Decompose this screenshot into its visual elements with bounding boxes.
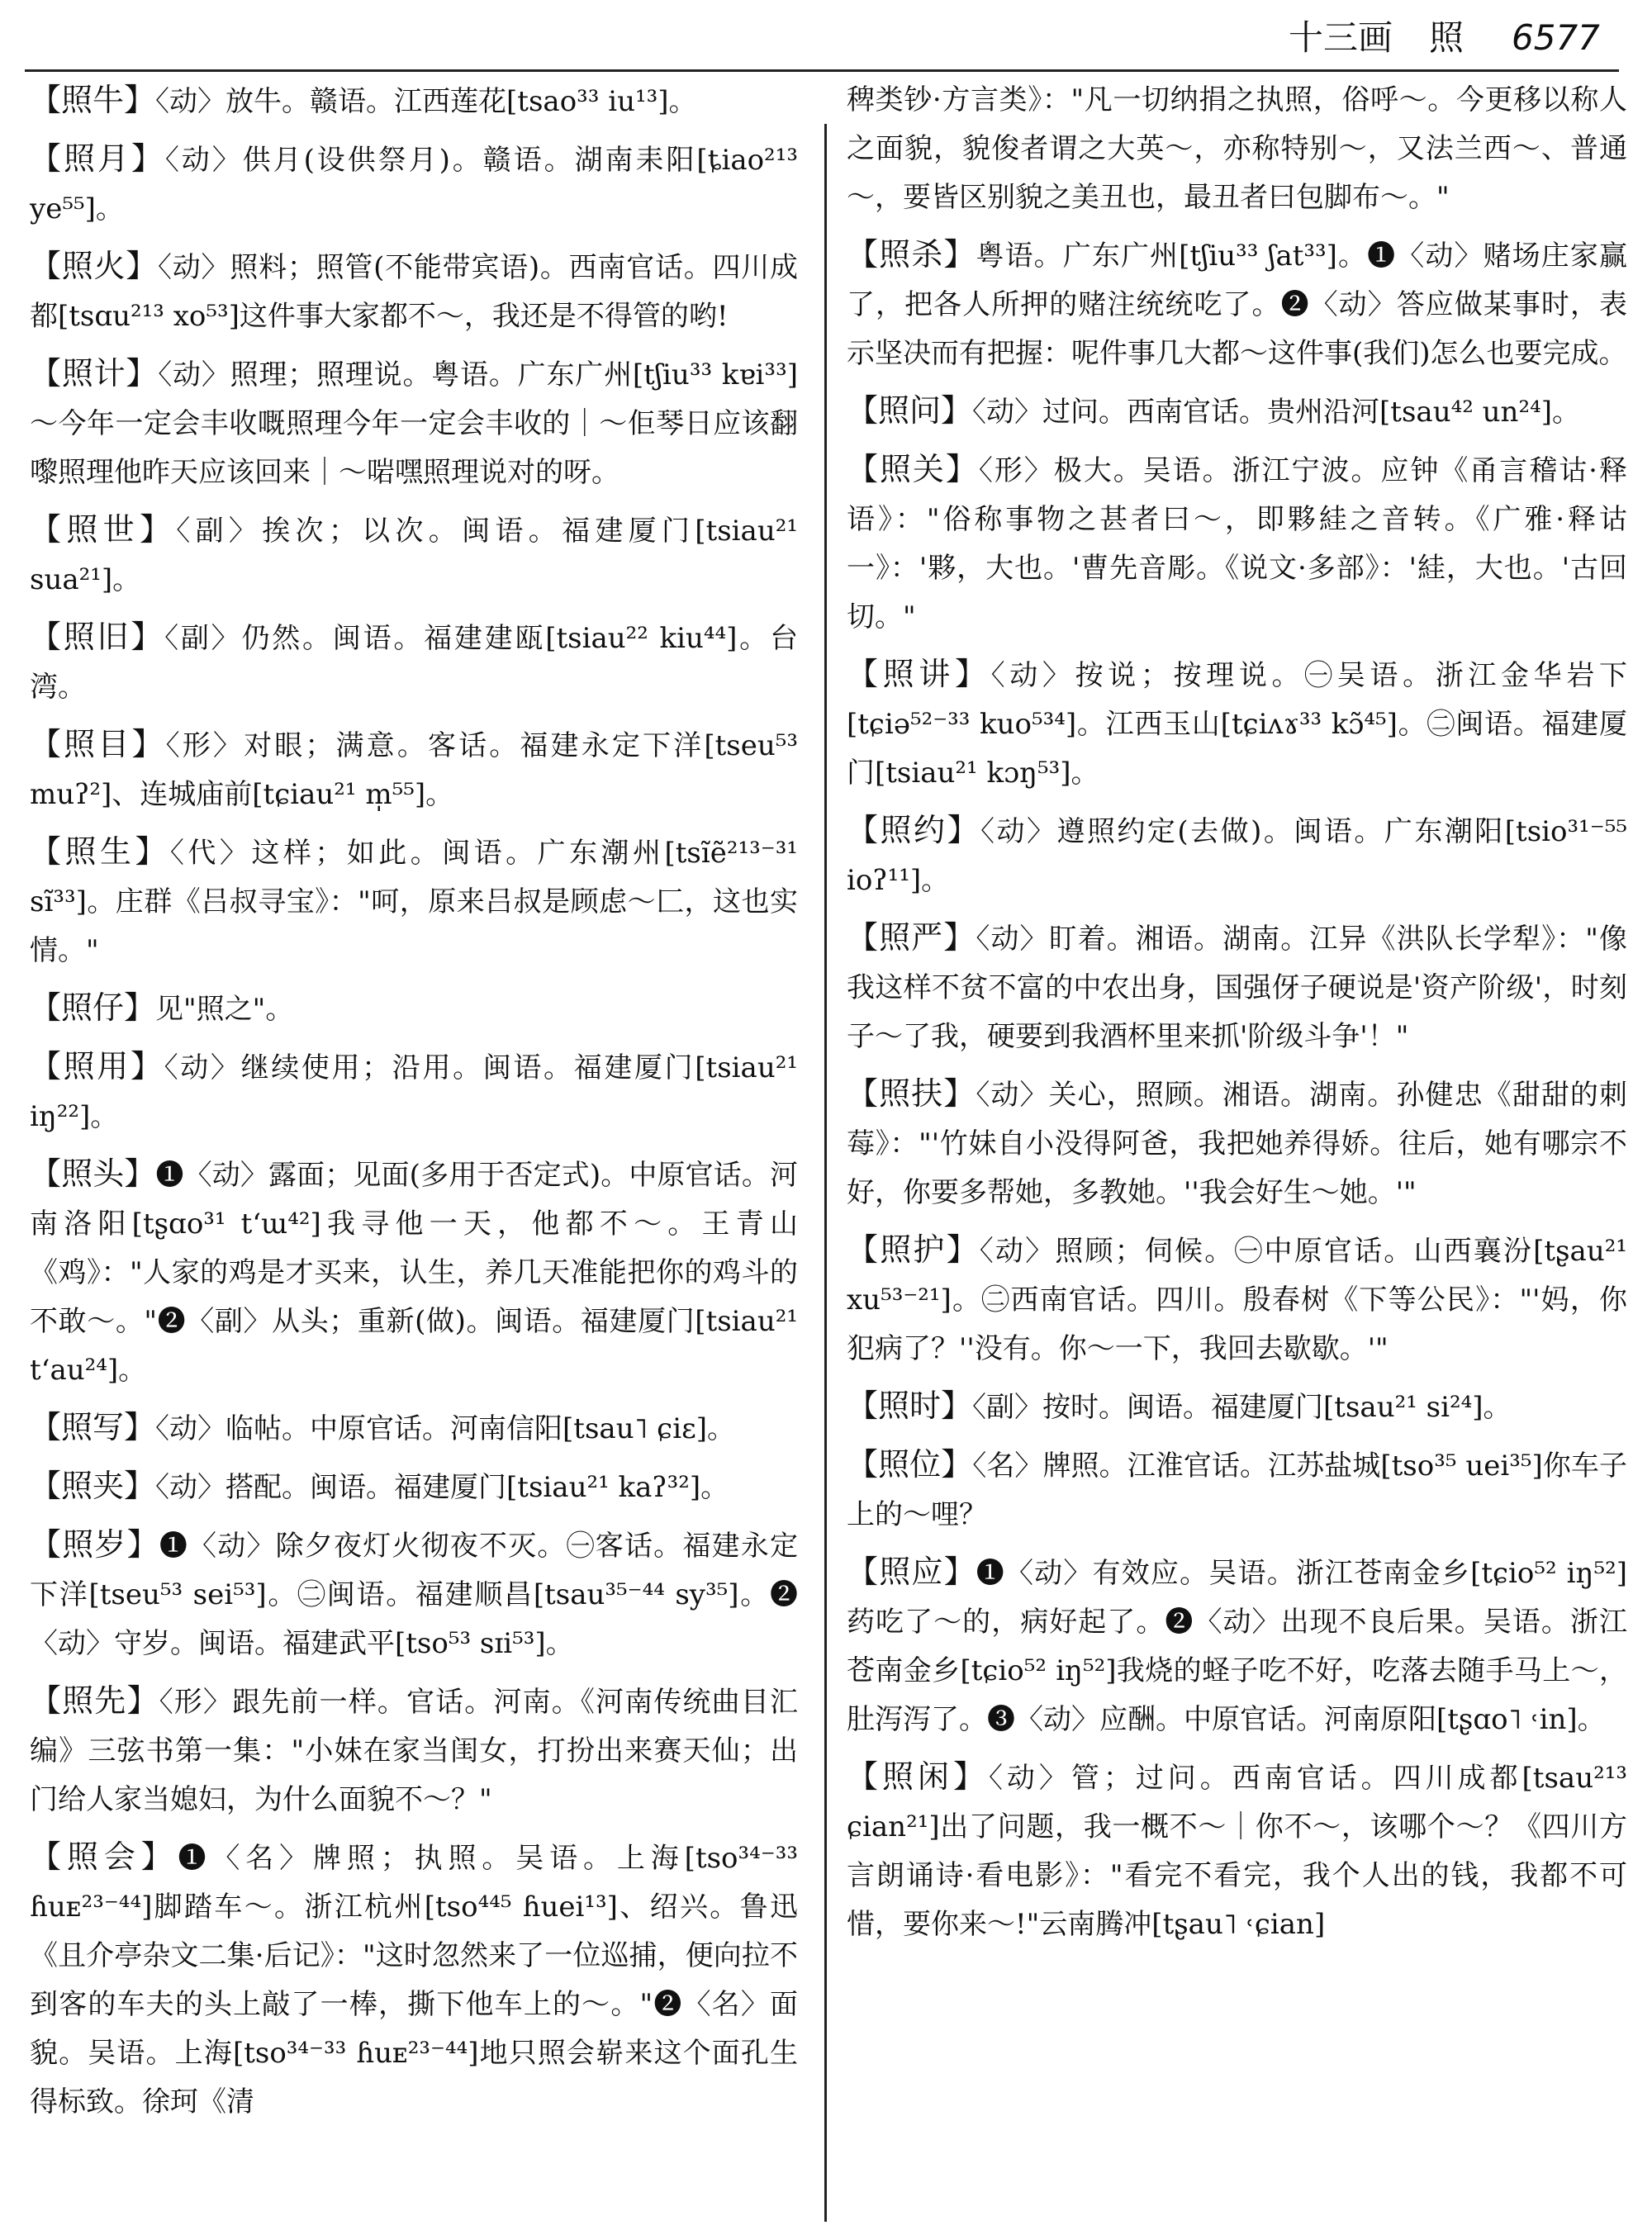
entry-definition: 〈副〉按时。闽语。福建厦门[tsau²¹ si²⁴]。 xyxy=(972,1391,1512,1424)
left-column xyxy=(30,76,798,2135)
dictionary-entry xyxy=(30,1403,798,1454)
entry-headword: 【照闲】 xyxy=(847,1758,989,1795)
dictionary-entry xyxy=(847,1440,1627,1540)
entry-definition: 〈副〉仍然。闽语。福建建瓯[tsiau²² kiu⁴⁴]。台湾。 xyxy=(30,622,798,704)
dictionary-entry xyxy=(847,387,1627,437)
dictionary-entry xyxy=(847,230,1627,378)
dictionary-entry xyxy=(847,445,1627,642)
entry-headword: 【照扶】 xyxy=(847,1075,976,1112)
dictionary-entry xyxy=(847,806,1627,905)
entry-headword: 【照关】 xyxy=(847,451,979,487)
dictionary-entry xyxy=(847,1382,1627,1432)
entry-definition: ❶〈动〉露面；见面(多用于否定式)。中原官话。河南洛阳[tʂɑo³¹ tʻɯ⁴²]我寻他一天，他都不～。王青山《鸡》："人家的鸡是才买来，认生，养几天准能把你的鸡斗的不敢～。"❷〈副〉从头；重新(做)。闽语。福建厦门[tsiau²¹ tʻau²⁴]。 xyxy=(30,1159,798,1387)
entry-definition: 〈动〉盯着。湘语。湖南。江异《洪队长学犁》："像我这样不贫不富的中农出身，国强伢子硬说是'资产阶级'，时刻子～了我，硬要到我酒杯里来抓'阶级斗争'！" xyxy=(847,923,1627,1053)
dictionary-entry xyxy=(30,1462,798,1512)
dictionary-entry xyxy=(847,650,1627,798)
entry-headword: 【照应】 xyxy=(847,1554,976,1590)
dictionary-entry xyxy=(847,1070,1627,1217)
header-rule xyxy=(25,69,1619,72)
entry-definition: 〈动〉继续使用；沿用。闽语。福建厦门[tsiau²¹ iŋ²²]。 xyxy=(30,1051,798,1133)
page-number: 6577 xyxy=(1512,17,1600,58)
header-section: 十三画 xyxy=(1289,17,1393,58)
entry-headword: 【照头】 xyxy=(30,1155,156,1192)
entry-headword: 【照约】 xyxy=(847,812,980,848)
entry-definition: ❶〈名〉牌照；执照。吴语。上海[tso³⁴⁻³³ ɦuᴇ²³⁻⁴⁴]脚踏车～。浙江杭州[tso⁴⁴⁵ ɦuei¹³]、绍兴。鲁迅《且介亭杂文二集·后记》："这时忽然来了一位巡捕，便向拉不到客的车夫的头上敲了一棒，撕下他车上的～。"❷〈名〉面貌。吴语。上海[tso³⁴⁻³³ ɦuᴇ²³⁻⁴⁴]地只照会崭来这个面孔生得标致。徐珂《清 xyxy=(30,1842,798,2118)
dictionary-entry xyxy=(30,242,798,341)
entry-definition: 〈代〉这样；如此。闽语。广东潮州[tsĩẽ²¹³⁻³¹ sĩ³³]。庄群《吕叔寻宝》："呵，原来吕叔是顾虑～匚，这也实情。" xyxy=(30,837,798,967)
dictionary-entry xyxy=(30,1150,798,1395)
entry-definition: 〈动〉照料；照管(不能带宾语)。西南官话。四川成都[tsɑu²¹³ xo⁵³]这件事大家都不～，我还是不得管的哟! xyxy=(30,251,798,333)
entry-definition: 〈形〉跟先前一样。官话。河南。《河南传统曲目汇编》三弦书第一集："小妹在家当闺女，打扮出来赛天仙；出门给人家当媳妇，为什么面貌不～？" xyxy=(30,1686,798,1816)
entry-headword: 【照旧】 xyxy=(30,619,165,655)
entry-definition: 稗类钞·方言类》："凡一切纳捐之执照，俗呼～。今更移以称人之面貌，貌俊者谓之大英～，亦称特别～，又法兰西～、普通～，要皆区别貌之美丑也，最丑者曰包脚布～。" xyxy=(847,83,1627,214)
entry-definition: 〈动〉放牛。赣语。江西莲花[tsao³³ iu¹³]。 xyxy=(155,85,697,118)
entry-headword: 【照问】 xyxy=(847,392,973,429)
entry-headword: 【照写】 xyxy=(30,1409,156,1445)
entry-headword: 【照计】 xyxy=(30,355,159,391)
entry-definition: 〈动〉供月(设供祭月)。赣语。湖南耒阳[ȶiao²¹³ ye⁵⁵]。 xyxy=(30,144,798,225)
entry-definition: 〈动〉关心，照顾。湘语。湖南。孙健忠《甜甜的刺莓》："'竹妹自小没得阿爸，我把她养得娇。往后，她有哪宗不好，你要多帮她，多教她。''我会好生～她。'" xyxy=(847,1079,1627,1209)
entry-definition: 〈动〉临帖。中原官话。河南信阳[tsau˥ ɕiɛ]。 xyxy=(155,1412,735,1445)
entry-definition: ❶〈动〉有效应。吴语。浙江苍南金乡[tɕio⁵² iŋ⁵²]药吃了～的，病好起了。❷〈动〉出现不良后果。吴语。浙江苍南金乡[tɕio⁵² iŋ⁵²]我烧的蛏子吃不好，吃落去随手马上～，肚泻泻了。❸〈动〉应酬。中原官话。河南原阳[tʂɑo˥ ˓in]。 xyxy=(847,1557,1627,1736)
entry-definition: ❶〈动〉除夕夜灯火彻夜不灭。㊀客话。福建永定下洋[tseu⁵³ sei⁵³]。㊁闽语。福建顺昌[tsau³⁵⁻⁴⁴ sy³⁵]。❷〈动〉守岁。闽语。福建武平[tso⁵³ sɪi⁵³]。 xyxy=(30,1530,798,1660)
dictionary-entry xyxy=(30,613,798,712)
dictionary-entry xyxy=(847,1548,1627,1744)
entry-headword: 【照会】 xyxy=(30,1839,178,1875)
dictionary-entry xyxy=(30,1521,798,1668)
entry-definition: 〈动〉遵照约定(去做)。闽语。广东潮阳[tsio³¹⁻⁵⁵ ioʔ¹¹]。 xyxy=(847,815,1627,897)
column-divider xyxy=(824,124,827,2222)
dictionary-entry xyxy=(847,76,1627,222)
entry-headword: 【照用】 xyxy=(30,1048,164,1084)
entry-headword: 【照时】 xyxy=(847,1388,973,1424)
entry-definition: 〈动〉照顾；伺候。㊀中原官话。山西襄汾[tʂau²¹ xu⁵³⁻²¹]。㊁西南官话。四川。殷春树《下等公民》："'妈，你犯病了？''没有。你～一下，我回去歇歇。'" xyxy=(847,1235,1627,1365)
entry-definition: 〈动〉照理；照理说。粤语。广东广州[tʃiu³³ kɐi³³]～今年一定会丰收嘅照理今年一定会丰收的｜～佢琴日应该翻嚟照理他昨天应该回来｜～啱嘿照理说对的呀。 xyxy=(30,358,798,489)
dictionary-entry xyxy=(847,1226,1627,1374)
entry-definition: 〈动〉管；过问。西南官话。四川成都[tsau²¹³ ɕian²¹]出了问题，我一概不～｜你不～，该哪个～？《四川方言朗诵诗·看电影》："看完不看完，我个人出的钱，我都不可惜，要你来～!"云南腾冲[tʂau˥ ˓ɕian] xyxy=(847,1762,1627,1941)
entry-headword: 【照讲】 xyxy=(847,656,991,692)
entry-definition: 〈动〉按说；按理说。㊀吴语。浙江金华岩下[tɕiə⁵²⁻³³ kuo⁵³⁴]。江西玉山[tɕiʌɤ³³ kɔ̃⁴⁵]。㊁闽语。福建厦门[tsiau²¹ kɔŋ⁵³]。 xyxy=(847,659,1627,790)
entry-headword: 【照世】 xyxy=(30,511,177,548)
dictionary-entry xyxy=(30,720,798,819)
entry-headword: 【照目】 xyxy=(30,726,166,762)
entry-definition: 〈动〉搭配。闽语。福建厦门[tsiau²¹ kaʔ³²]。 xyxy=(155,1471,729,1504)
header-char: 照 xyxy=(1429,17,1464,58)
entry-headword: 【照严】 xyxy=(847,919,976,956)
entry-definition: 粤语。广东广州[tʃiu³³ ʃat³³]。❶〈动〉赌场庄家赢了，把各人所押的赌注统统吃了。❷〈动〉答应做某事时，表示坚决而有把握：呢件事几大都～这件事(我们)怎么也要完成。 xyxy=(847,240,1627,370)
entry-headword: 【照杀】 xyxy=(847,236,976,273)
dictionary-entry xyxy=(30,1042,798,1141)
entry-headword: 【照火】 xyxy=(30,248,159,284)
dictionary-entry xyxy=(30,76,798,126)
entry-headword: 【照位】 xyxy=(847,1446,973,1483)
entry-headword: 【照牛】 xyxy=(30,82,156,118)
entry-headword: 【照先】 xyxy=(30,1682,159,1719)
dictionary-entry xyxy=(30,984,798,1034)
dictionary-entry xyxy=(30,349,798,497)
entry-definition: 见"照之"。 xyxy=(155,993,294,1026)
entry-definition: 〈形〉对眼；满意。客话。福建永定下洋[tseu⁵³ muʔ²]、连城庙前[tɕiau²¹ m̩⁵⁵]。 xyxy=(30,729,798,811)
dictionary-entry xyxy=(30,1677,798,1824)
dictionary-entry xyxy=(30,505,798,605)
dictionary-entry xyxy=(30,1833,798,2127)
entry-headword: 【照仔】 xyxy=(30,989,156,1026)
entry-headword: 【照护】 xyxy=(847,1231,980,1268)
dictionary-entry xyxy=(847,1753,1627,1949)
dictionary-entry xyxy=(847,913,1627,1061)
entry-definition: 〈形〉极大。吴语。浙江宁波。应钟《甬言稽诂·释语》："俗称事物之甚者曰～，即夥絓之音转。《广雅·释诂一》：'夥，大也。'曹先音彫。《说文·多部》：'絓，大也。'古回切。" xyxy=(847,454,1627,633)
entry-headword: 【照岁】 xyxy=(30,1526,159,1563)
entry-headword: 【照夹】 xyxy=(30,1468,156,1504)
dictionary-entry xyxy=(30,135,798,234)
dictionary-entry xyxy=(30,828,798,975)
entry-headword: 【照生】 xyxy=(30,833,170,870)
page-header xyxy=(1289,15,1619,61)
entry-headword: 【照月】 xyxy=(30,140,165,177)
entry-definition: 〈动〉过问。西南官话。贵州沿河[tsau⁴² un²⁴]。 xyxy=(972,396,1580,429)
entry-definition: 〈名〉牌照。江淮官话。江苏盐城[tso³⁵ uei³⁵]你车子上的～哩？ xyxy=(847,1450,1627,1531)
right-column xyxy=(847,76,1627,1957)
entry-definition: 〈副〉挨次；以次。闽语。福建厦门[tsiau²¹ sua²¹]。 xyxy=(30,515,798,596)
